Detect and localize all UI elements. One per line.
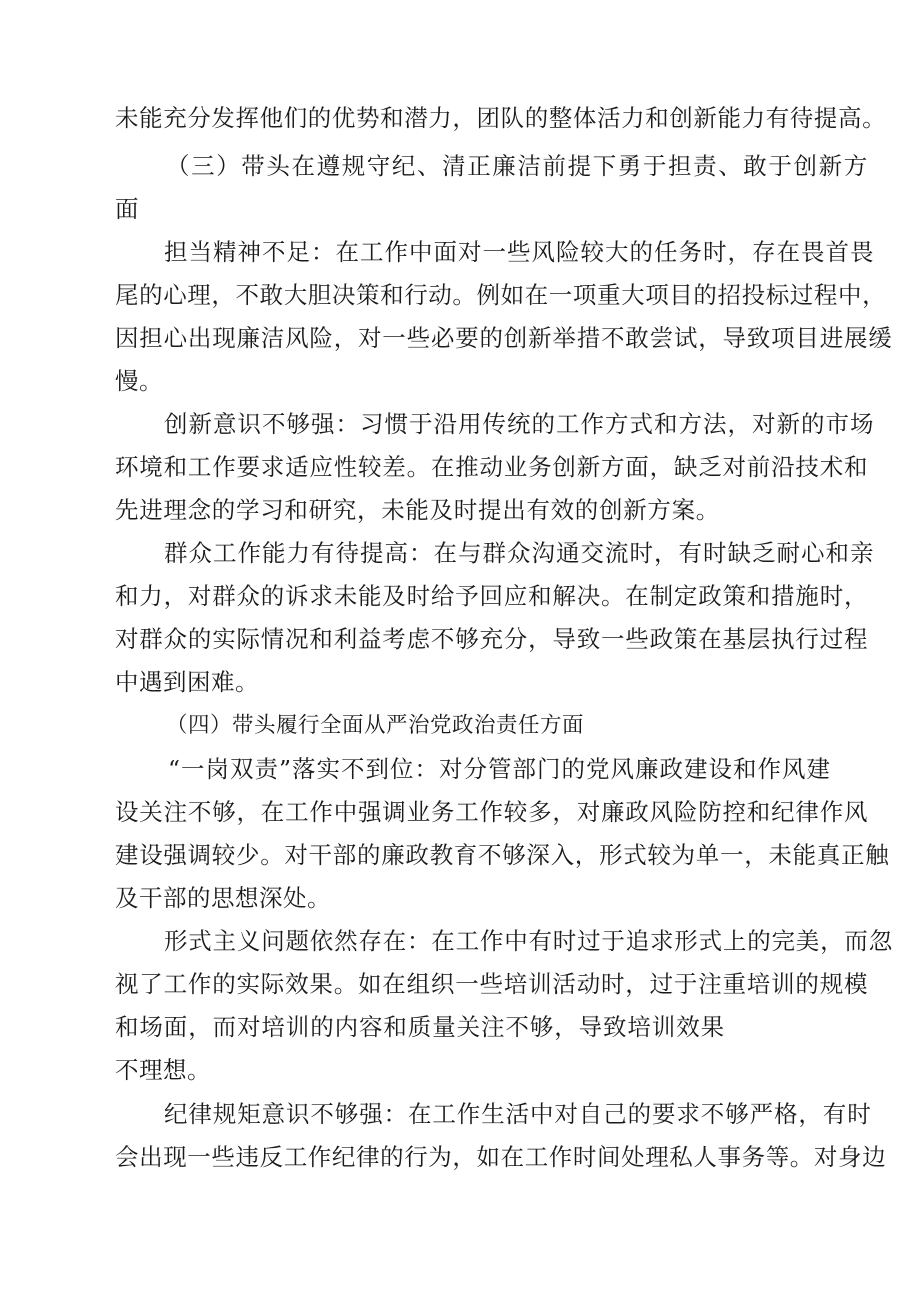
text-line: 和力，对群众的诉求未能及时给予回应和解决。在制定政策和措施时，	[115, 582, 869, 610]
text-line: 不理想。	[115, 1056, 211, 1084]
text-line: 群众工作能力有待提高：在与群众沟通交流时，有时缺乏耐心和亲	[164, 539, 875, 567]
text-line: 及干部的思想深处。	[115, 884, 331, 912]
text-line: 中遇到困难。	[115, 668, 259, 696]
text-line: 形式主义问题依然存在：在工作中有时过于追求形式上的完美，而忽	[164, 927, 893, 955]
text-line: “一岗双责”落实不到位：对分管部门的党风廉政建设和作风建	[168, 755, 832, 783]
text-line: 尾的心理，不敢大胆决策和行动。例如在一项重大项目的招投标过程中，	[115, 281, 887, 309]
text-line: 创新意识不够强：习惯于沿用传统的工作方式和方法，对新的市场	[164, 410, 875, 438]
text-line: 和场面，而对培训的内容和质量关注不够，导致培训效果	[115, 1013, 725, 1041]
text-line: 建设强调较少。对干部的廉政教育不够深入，形式较为单一，未能真正触	[115, 841, 890, 869]
text-line: 设关注不够，在工作中强调业务工作较多，对廉政风险防控和纪律作风	[115, 798, 869, 826]
text-line: 会出现一些违反工作纪律的行为，如在工作时间处理私人事务等。对身边	[115, 1143, 887, 1171]
text-line: 视了工作的实际效果。如在组织一些培训活动时，过于注重培训的规模	[115, 970, 869, 998]
text-line: 纪律规矩意识不够强：在工作生活中对自己的要求不够严格，有时	[164, 1100, 872, 1128]
section-heading: 面	[115, 195, 139, 223]
text-line: 未能充分发挥他们的优势和潜力，团队的整体活力和创新能力有待提高。	[115, 104, 887, 132]
text-line: 先进理念的学习和研究，未能及时提出有效的创新方案。	[115, 496, 720, 524]
text-line: 因担心出现廉洁风险，对一些必要的创新举措不敢尝试，导致项目进展缓	[115, 324, 893, 352]
section-heading: （四）带头履行全面从严治党政治责任方面	[166, 713, 585, 738]
text-line: 慢。	[115, 367, 163, 395]
section-heading: （三）带头在遵规守纪、清正廉洁前提下勇于担责、敢于创新方	[166, 152, 869, 180]
text-line: 环境和工作要求适应性较差。在推动业务创新方面，缺乏对前沿技术和	[115, 453, 869, 481]
text-line: 对群众的实际情况和利益考虑不够充分，导致一些政策在基层执行过程	[115, 625, 869, 653]
text-line: 担当精神不足：在工作中面对一些风险较大的任务时，存在畏首畏	[164, 238, 875, 266]
